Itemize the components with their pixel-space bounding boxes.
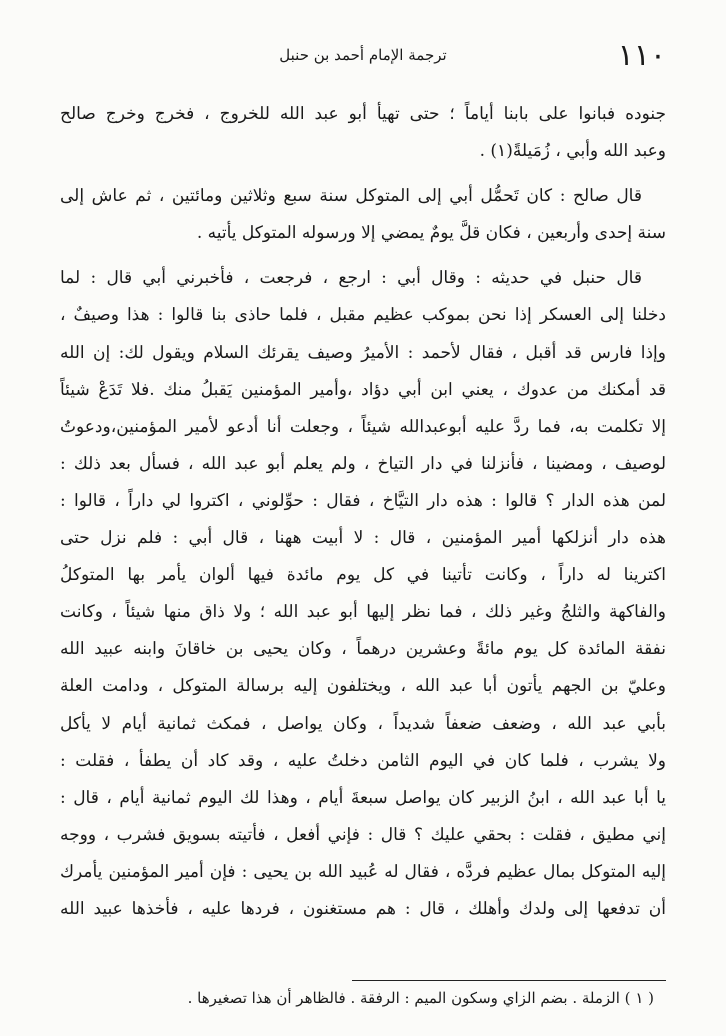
- main-text: [60, 96, 666, 928]
- paragraph: [60, 96, 666, 170]
- text-line: إلا تكلمت به، فما ردَّ عليه أبوعبدالله شيئاً ، وجعلت أنا أدعو لأمير المؤمنين،ودعوتُ: [60, 416, 666, 437]
- text-line: سنة إحدى وأربعين ، فكان قلَّ يومٌ يمضي إلا ورسوله المتوكل يأتيه .: [196, 223, 666, 244]
- text-line: وإذا فارس قد أقبل ، فقال لأحمد : الأميرُ وصيف يقرئك السلام ويقول لك: إن الله: [60, 342, 666, 363]
- text-line: وعبد الله وأبي ، زُمَيلةً(١) .: [479, 141, 666, 162]
- text-line: وعليّ بن الجهم يأتون أبا عبد الله ، ويختلفون إليه برسالة المتوكل ، ودامت العلة: [60, 676, 666, 697]
- footnote-rule: [352, 980, 666, 981]
- text-line: دخلنا إلى العسكر إذا نحن بموكب عظيم مقبل ، فلما حاذى بنا قالوا : هذا وصيفٌ ،: [60, 305, 666, 326]
- text-line: جنوده فبانوا على بابنا أياماً ؛ حتى تهيأ أبو عبد الله للخروج ، فخرج وخرج صالح: [60, 104, 666, 124]
- text-line: لوصيف ، ومضينا ، فأنزلنا في دار التياخ ، ولم يعلم أبو عبد الله ، فسأل بعد ذلك :: [60, 453, 666, 474]
- text-line: ولا يشرب ، فلما كان في اليوم الثامن دخلتُ عليه ، وقد كاد أن يطفأ ، فقلت :: [60, 750, 666, 771]
- paragraph: [60, 178, 666, 252]
- text-line: بأبي عبد الله ، وضعف ضعفاً شديداً ، وكان يواصل ، فمكث ثمانية أيام لا يأكل: [60, 713, 666, 734]
- text-line: أن تدفعها إلى ولدك وأهلك ، قال : هم مستغنون ، فردها عليه ، فأخذها عبيد الله: [60, 898, 666, 919]
- footnote: ( ١ ) الزملة . بضم الزاي وسكون الميم : الرفقة . فالظاهر أن هذا تصغيرها .: [187, 989, 654, 1007]
- text-line: لمن هذه الدار ؟ قالوا : هذه دار التيَّاخ ، فقال : حوِّلوني ، اكتروا لي داراً ، قالوا :: [60, 490, 666, 511]
- text-line: نفقة المائدة كل يوم مائةً وعشرين درهماً ، وكان يحيى بن خاقانَ وابنه عبيد الله: [60, 639, 666, 660]
- text-line: قال حنبل في حديثه : وقال أبي : ارجع ، فرجعت ، فأخبرني أبي قال : لما: [60, 268, 642, 289]
- text-line: يا أبا عبد الله ، ابنُ الزبير كان يواصل سبعةَ أيام ، وهذا لك اليوم ثمانية أيام ، قال :: [60, 787, 666, 808]
- text-line: اكترينا له داراً ، وكانت تأتينا في كل يوم مائدة فيها ألوان يأمر بها المتوكلُ: [60, 565, 666, 586]
- paragraph: [60, 260, 666, 928]
- page-number: ١١٠: [617, 38, 666, 73]
- text-line: إليه المتوكل بمال عظيم فردَّه ، فقال له عُبيد الله بن يحيى : فإن أمير المؤمنين يأمرك: [60, 861, 666, 882]
- text-line: قال صالح : كان تَحمُّل أبي إلى المتوكل سنة سبع وثلاثين ومائتين ، ثم عاش إلى: [60, 186, 642, 207]
- page-header: [60, 38, 666, 78]
- running-title: ترجمة الإمام أحمد بن حنبل: [279, 46, 447, 64]
- text-line: قد أمكنك من عدوك ، يعني ابن أبي دؤاد ،وأمير المؤمنين يَقبلُ منك .فلا تَدَعْ شيئاً: [60, 379, 666, 400]
- text-line: إني مطيق ، فقلت : بحقي عليك ؟ قال : فإني أفعل ، فأتيته بسويق فشرب ، ووجه: [60, 824, 666, 845]
- text-line: هذه دار أنزلكها أمير المؤمنين ، قال : لا أبيت ههنا ، قال أبي : فلم نزل حتى: [60, 528, 666, 549]
- text-line: والفاكهة والثلجُ وغير ذلك ، فما نظر إليها أبو عبد الله ؛ ولا ذاق منها شيئاً ، وكانت: [60, 602, 666, 623]
